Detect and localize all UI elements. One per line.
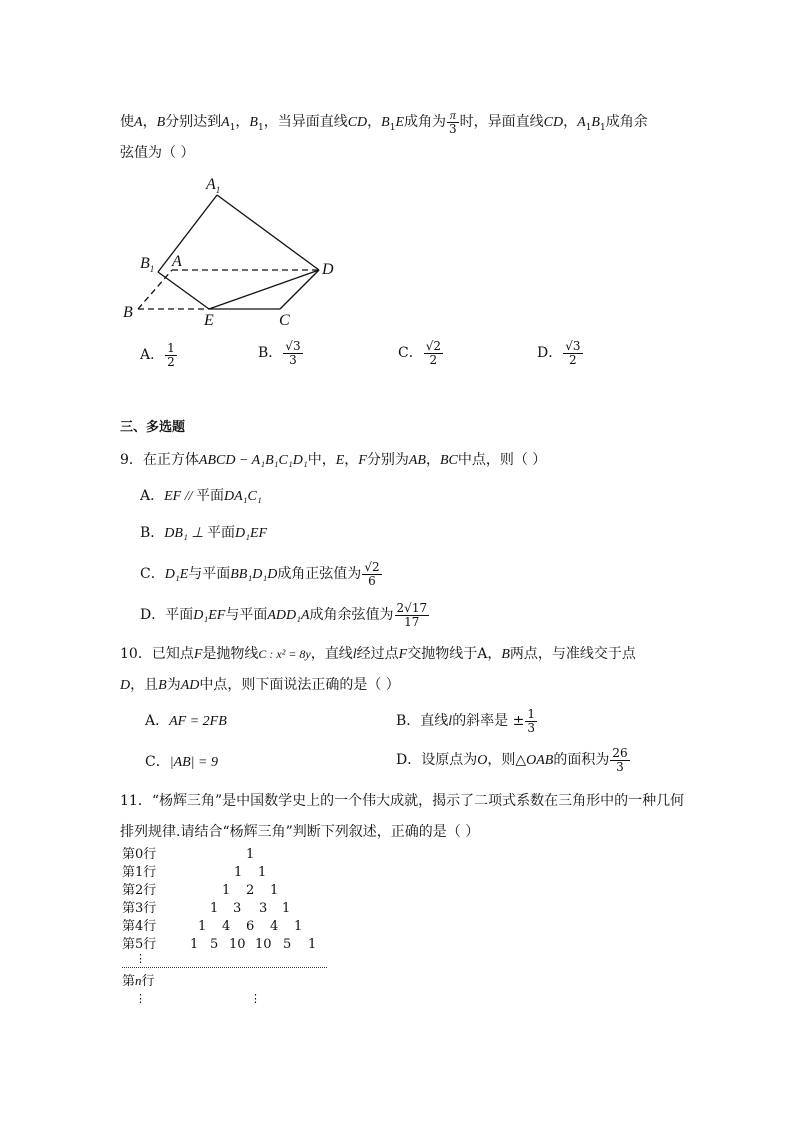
triangle-cell: 1 bbox=[222, 883, 231, 898]
dotted-separator bbox=[122, 967, 327, 968]
triangle-cell: 10 bbox=[229, 937, 246, 952]
q10-option-b[interactable]: B．直线l的斜率是 ± $\frac{1}{3}$ bbox=[396, 707, 536, 735]
triangle-row-label: 第5行 bbox=[122, 937, 157, 952]
triangle-cell: 3 bbox=[259, 901, 268, 916]
q8-geometry-figure bbox=[110, 170, 360, 335]
q8-option-b[interactable]: B． $\frac{√3}{3}$ bbox=[258, 339, 301, 367]
triangle-cell: 3 bbox=[233, 901, 242, 916]
triangle-cell: 1 bbox=[234, 865, 243, 880]
q10-option-c[interactable]: C．|AB| = 9 bbox=[145, 754, 218, 770]
vertical-ellipsis: ⋮ bbox=[135, 992, 146, 1005]
q9-option-b[interactable]: B．DB₁ ⊥ 平面D₁EF bbox=[140, 525, 268, 541]
q8-stem-line2: 弦值为（ ） bbox=[120, 145, 195, 161]
triangle-cell: 6 bbox=[246, 919, 255, 934]
triangle-cell: 1 bbox=[258, 865, 267, 880]
q8-option-a[interactable]: A． $\frac{1}{2}$ bbox=[140, 341, 175, 369]
q8-angle-fraction: $\frac{\pi}{3}$ bbox=[449, 108, 457, 136]
q10-stem-line1: 10．已知点F是抛物线C : x² = 8y，直线l经过点F交抛物线于A，B两点，与准线交于点 bbox=[120, 646, 636, 662]
q8-option-c[interactable]: C． $\frac{√2}{2}$ bbox=[398, 339, 441, 367]
figure-label-A1: $A_1$ bbox=[206, 176, 221, 196]
triangle-cell: 1 bbox=[198, 919, 207, 934]
figure-label-C: C bbox=[279, 312, 290, 329]
triangle-row-label-nth: 第n行 bbox=[122, 973, 155, 989]
figure-label-B: B bbox=[123, 304, 133, 321]
triangle-cell: 1 bbox=[270, 883, 279, 898]
triangle-cell: 1 bbox=[294, 919, 303, 934]
q8-option-d[interactable]: D． $\frac{√3}{2}$ bbox=[537, 339, 581, 367]
figure-label-A: A bbox=[172, 253, 182, 270]
edge-A1-B1 bbox=[158, 195, 217, 272]
q11-stem-line1: 11．“杨辉三角”是中国数学史上的一个伟大成就，揭示了二项式系数在三角形中的一种几何 bbox=[120, 793, 685, 809]
triangle-cell: 4 bbox=[222, 919, 231, 934]
edge-A1-D bbox=[217, 195, 319, 270]
triangle-row-label: 第2行 bbox=[122, 883, 157, 898]
triangle-row-label: 第1行 bbox=[122, 865, 157, 880]
figure-label-E: E bbox=[204, 312, 214, 329]
q9-option-a[interactable]: A．EF // 平面DA₁C₁ bbox=[140, 488, 262, 504]
vertical-ellipsis: ⋮ bbox=[250, 992, 261, 1005]
q10-stem-line2: D，且B为AD中点，则下面说法正确的是（ ） bbox=[120, 677, 400, 693]
q10-option-d[interactable]: D．设原点为O，则△OAB的面积为 $\frac{26}{3}$ bbox=[396, 746, 628, 774]
triangle-cell: 1 bbox=[246, 847, 255, 862]
triangle-cell: 1 bbox=[308, 937, 317, 952]
triangle-cell: 1 bbox=[210, 901, 219, 916]
edge-C-D bbox=[280, 270, 319, 309]
q9-option-c[interactable]: C．D₁E与平面BB₁D₁D成角正弦值为 $\frac{√2}{6}$ bbox=[140, 560, 380, 588]
triangle-row-label: 第0行 bbox=[122, 847, 157, 862]
triangle-cell: 5 bbox=[283, 937, 292, 952]
triangle-cell: 1 bbox=[282, 901, 291, 916]
triangle-cell: 10 bbox=[255, 937, 272, 952]
vertical-ellipsis: ⋮ bbox=[135, 952, 146, 965]
triangle-cell: 4 bbox=[270, 919, 279, 934]
triangle-row-label: 第4行 bbox=[122, 919, 157, 934]
triangle-cell: 2 bbox=[246, 883, 255, 898]
edge-B-A-dashed bbox=[138, 270, 172, 309]
q11-stem-line2: 排列规律.请结合“杨辉三角”判断下列叙述，正确的是（ ） bbox=[120, 824, 480, 840]
q9-stem: 9．在正方体ABCD − A₁B₁C₁D₁中，E，F分别为AB，BC中点，则（ ） bbox=[120, 452, 547, 468]
q9-option-d[interactable]: D．平面D₁EF与平面ADD₁A成角余弦值为 $\frac{2√17}{17}$ bbox=[140, 601, 428, 629]
triangle-cell: 5 bbox=[210, 937, 219, 952]
figure-label-B1: $B_1$ bbox=[140, 255, 155, 275]
triangle-cell: 1 bbox=[190, 937, 199, 952]
q10-option-a[interactable]: A．AF = 2FB bbox=[145, 713, 227, 729]
edge-E-D bbox=[209, 270, 319, 309]
triangle-row-label: 第3行 bbox=[122, 901, 157, 916]
figure-label-D: D bbox=[322, 261, 334, 278]
q8-stem-line1: 使A，B分别达到$A_1$，$B_1$，当异面直线CD，$B_1E$成角为 $\frac{\pi}{3}$ 时，异面直线CD，$A_1B_1$成角余 bbox=[120, 108, 648, 136]
section-heading-multiple-choice: 三、多选题 bbox=[120, 420, 186, 435]
